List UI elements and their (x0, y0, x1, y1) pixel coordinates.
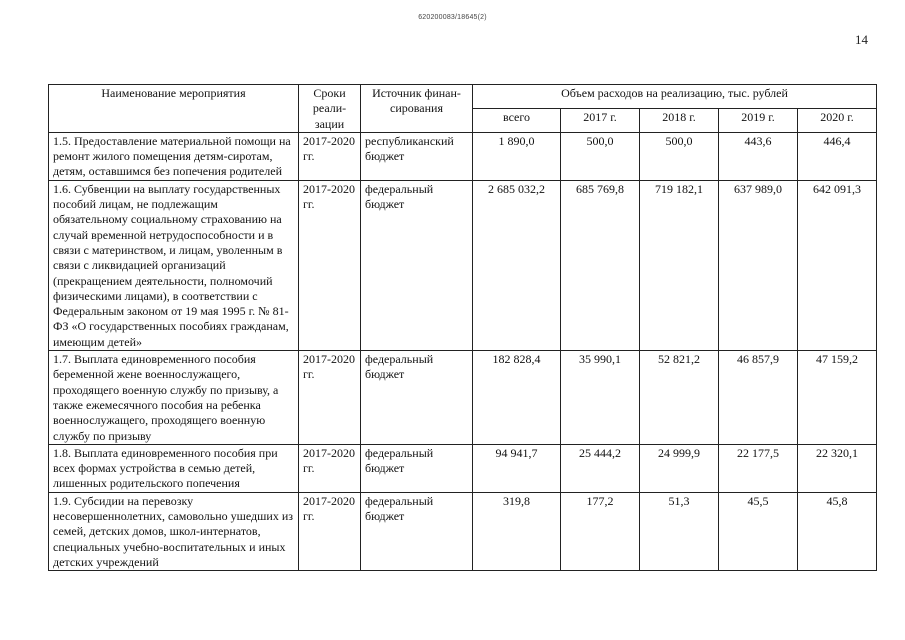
page-number: 14 (855, 32, 868, 47)
document-id: 620200083/18645(2) (418, 14, 487, 21)
expenses-table (48, 84, 877, 571)
cell-name: 1.5. Предоставление материальной помощи на ремонт жилого помещения детям-сиротам, детям, оставшимся без попечения родителей (49, 132, 299, 180)
cell-y2018: 52 821,2 (640, 351, 719, 445)
table-row (49, 180, 877, 350)
cell-y2017: 25 444,2 (561, 444, 640, 492)
cell-total: 1 890,0 (473, 132, 561, 180)
cell-total: 2 685 032,2 (473, 180, 561, 350)
cell-source: федеральный бюджет (361, 444, 473, 492)
cell-y2017: 500,0 (561, 132, 640, 180)
header-source: Источник финан-сирования (361, 85, 473, 133)
cell-term: 2017-2020 гг. (299, 492, 361, 570)
header-2020: 2020 г. (798, 108, 877, 132)
cell-y2018: 719 182,1 (640, 180, 719, 350)
header-2018: 2018 г. (640, 108, 719, 132)
cell-y2018: 24 999,9 (640, 444, 719, 492)
cell-term: 2017-2020 гг. (299, 351, 361, 445)
header-name: Наименование мероприятия (49, 85, 299, 133)
cell-y2018: 51,3 (640, 492, 719, 570)
header-row (49, 85, 877, 109)
cell-name: 1.6. Субвенции на выплату государственных пособий лицам, не подлежащим обязательному социальному страхованию на случай временной нетрудоспособности и в связи с материнством, и лицам, уволенным в связи с ликвидацией организаций (прекращением деятельности, полномочий физическими лицами), в соответствии с Федеральным законом от 19 мая 1995 г. № 81-ФЗ «О государственных пособиях гражданам, имеющим детей» (49, 180, 299, 350)
cell-term: 2017-2020 гг. (299, 132, 361, 180)
table-row (49, 444, 877, 492)
table-row (49, 132, 877, 180)
cell-source: федеральный бюджет (361, 351, 473, 445)
header-2017: 2017 г. (561, 108, 640, 132)
cell-name: 1.8. Выплата единовременного пособия при всех формах устройства в семью детей, лишенных родительского попечения (49, 444, 299, 492)
cell-y2020: 446,4 (798, 132, 877, 180)
cell-source: федеральный бюджет (361, 492, 473, 570)
cell-y2017: 685 769,8 (561, 180, 640, 350)
cell-total: 182 828,4 (473, 351, 561, 445)
cell-y2020: 47 159,2 (798, 351, 877, 445)
header-2019: 2019 г. (719, 108, 798, 132)
cell-y2020: 642 091,3 (798, 180, 877, 350)
cell-total: 94 941,7 (473, 444, 561, 492)
cell-y2019: 637 989,0 (719, 180, 798, 350)
header-volume: Объем расходов на реализацию, тыс. рублей (473, 85, 877, 109)
cell-y2017: 35 990,1 (561, 351, 640, 445)
cell-source: федеральный бюджет (361, 180, 473, 350)
header-term: Сроки реали-зации (299, 85, 361, 133)
header-total: всего (473, 108, 561, 132)
cell-y2020: 45,8 (798, 492, 877, 570)
table-row (49, 492, 877, 570)
cell-y2018: 500,0 (640, 132, 719, 180)
cell-y2019: 46 857,9 (719, 351, 798, 445)
cell-name: 1.9. Субсидии на перевозку несовершеннолетних, самовольно ушедших из семей, детских домов, школ-интернатов, специальных учебно-воспитательных и иных детских учреждений (49, 492, 299, 570)
cell-y2019: 22 177,5 (719, 444, 798, 492)
cell-total: 319,8 (473, 492, 561, 570)
table-row (49, 351, 877, 445)
cell-term: 2017-2020 гг. (299, 180, 361, 350)
cell-term: 2017-2020 гг. (299, 444, 361, 492)
cell-y2017: 177,2 (561, 492, 640, 570)
cell-y2019: 443,6 (719, 132, 798, 180)
cell-source: республиканский бюджет (361, 132, 473, 180)
cell-y2019: 45,5 (719, 492, 798, 570)
cell-y2020: 22 320,1 (798, 444, 877, 492)
cell-name: 1.7. Выплата единовременного пособия беременной жене военнослужащего, проходящего военную службу по призыву, а также ежемесячного пособия на ребенка военнослужащего, проходящего военную службу по призыву (49, 351, 299, 445)
